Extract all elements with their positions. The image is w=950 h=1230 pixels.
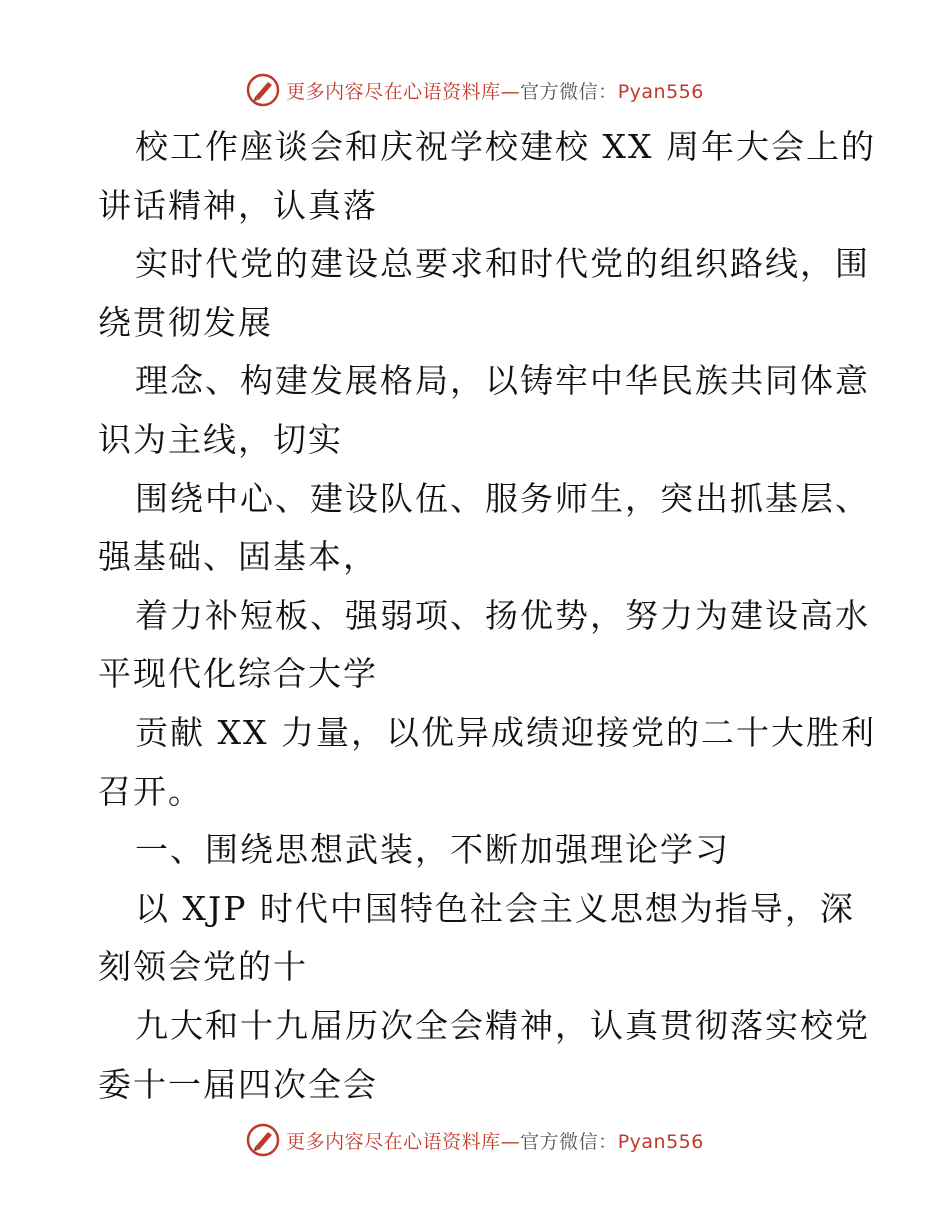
body-text-line: 平现代化综合大学 bbox=[98, 654, 378, 694]
body-text-line: 召开。 bbox=[98, 771, 203, 811]
body-text-line: 理念、构建发展格局，以铸牢中华民族共同体意 bbox=[135, 361, 870, 401]
header-banner bbox=[0, 70, 950, 110]
header-banner-text bbox=[286, 77, 704, 104]
pen-book-logo-icon bbox=[246, 1123, 280, 1157]
header-banner-sub: 官方微信： bbox=[520, 80, 618, 103]
body-text-line: 绕贯彻发展 bbox=[98, 302, 273, 342]
body-text-line: 一、围绕思想武装，不断加强理论学习 bbox=[135, 830, 730, 870]
body-text-line: 委十一届四次全会 bbox=[98, 1064, 378, 1104]
body-text-line: 九大和十九届历次全会精神，认真贯彻落实校党 bbox=[135, 1005, 870, 1045]
body-text-line: 以 XJP 时代中国特色社会主义思想为指导，深 bbox=[135, 888, 855, 928]
footer-banner-wechat: Pyan556 bbox=[617, 1130, 704, 1153]
body-text-line: 实时代党的建设总要求和时代党的组织路线，围 bbox=[135, 244, 870, 284]
footer-banner-dash: — bbox=[500, 1130, 521, 1153]
footer-banner-sub: 官方微信： bbox=[520, 1130, 618, 1153]
body-text-line: 讲话精神，认真落 bbox=[98, 185, 378, 225]
body-text-line: 刻领会党的十 bbox=[98, 947, 308, 987]
footer-banner-text bbox=[286, 1127, 704, 1154]
header-banner-wechat: Pyan556 bbox=[617, 80, 704, 103]
body-text-line: 着力补短板、强弱项、扬优势，努力为建设高水 bbox=[135, 595, 870, 635]
header-banner-main: 更多内容尽在心语资料库 bbox=[286, 80, 501, 103]
body-text-line: 识为主线，切实 bbox=[98, 419, 343, 459]
body-text-line: 贡献 XX 力量，以优异成绩迎接党的二十大胜利 bbox=[135, 712, 876, 752]
body-text-line: 校工作座谈会和庆祝学校建校 XX 周年大会上的 bbox=[135, 127, 876, 166]
document-body bbox=[98, 118, 876, 1114]
footer-banner bbox=[0, 1120, 950, 1160]
footer-banner-main: 更多内容尽在心语资料库 bbox=[286, 1130, 501, 1153]
pen-book-logo-icon bbox=[246, 73, 280, 107]
body-text-line: 强基础、固基本， bbox=[98, 537, 378, 577]
body-text-line: 围绕中心、建设队伍、服务师生，突出抓基层、 bbox=[135, 478, 870, 518]
header-banner-dash: — bbox=[500, 80, 521, 103]
